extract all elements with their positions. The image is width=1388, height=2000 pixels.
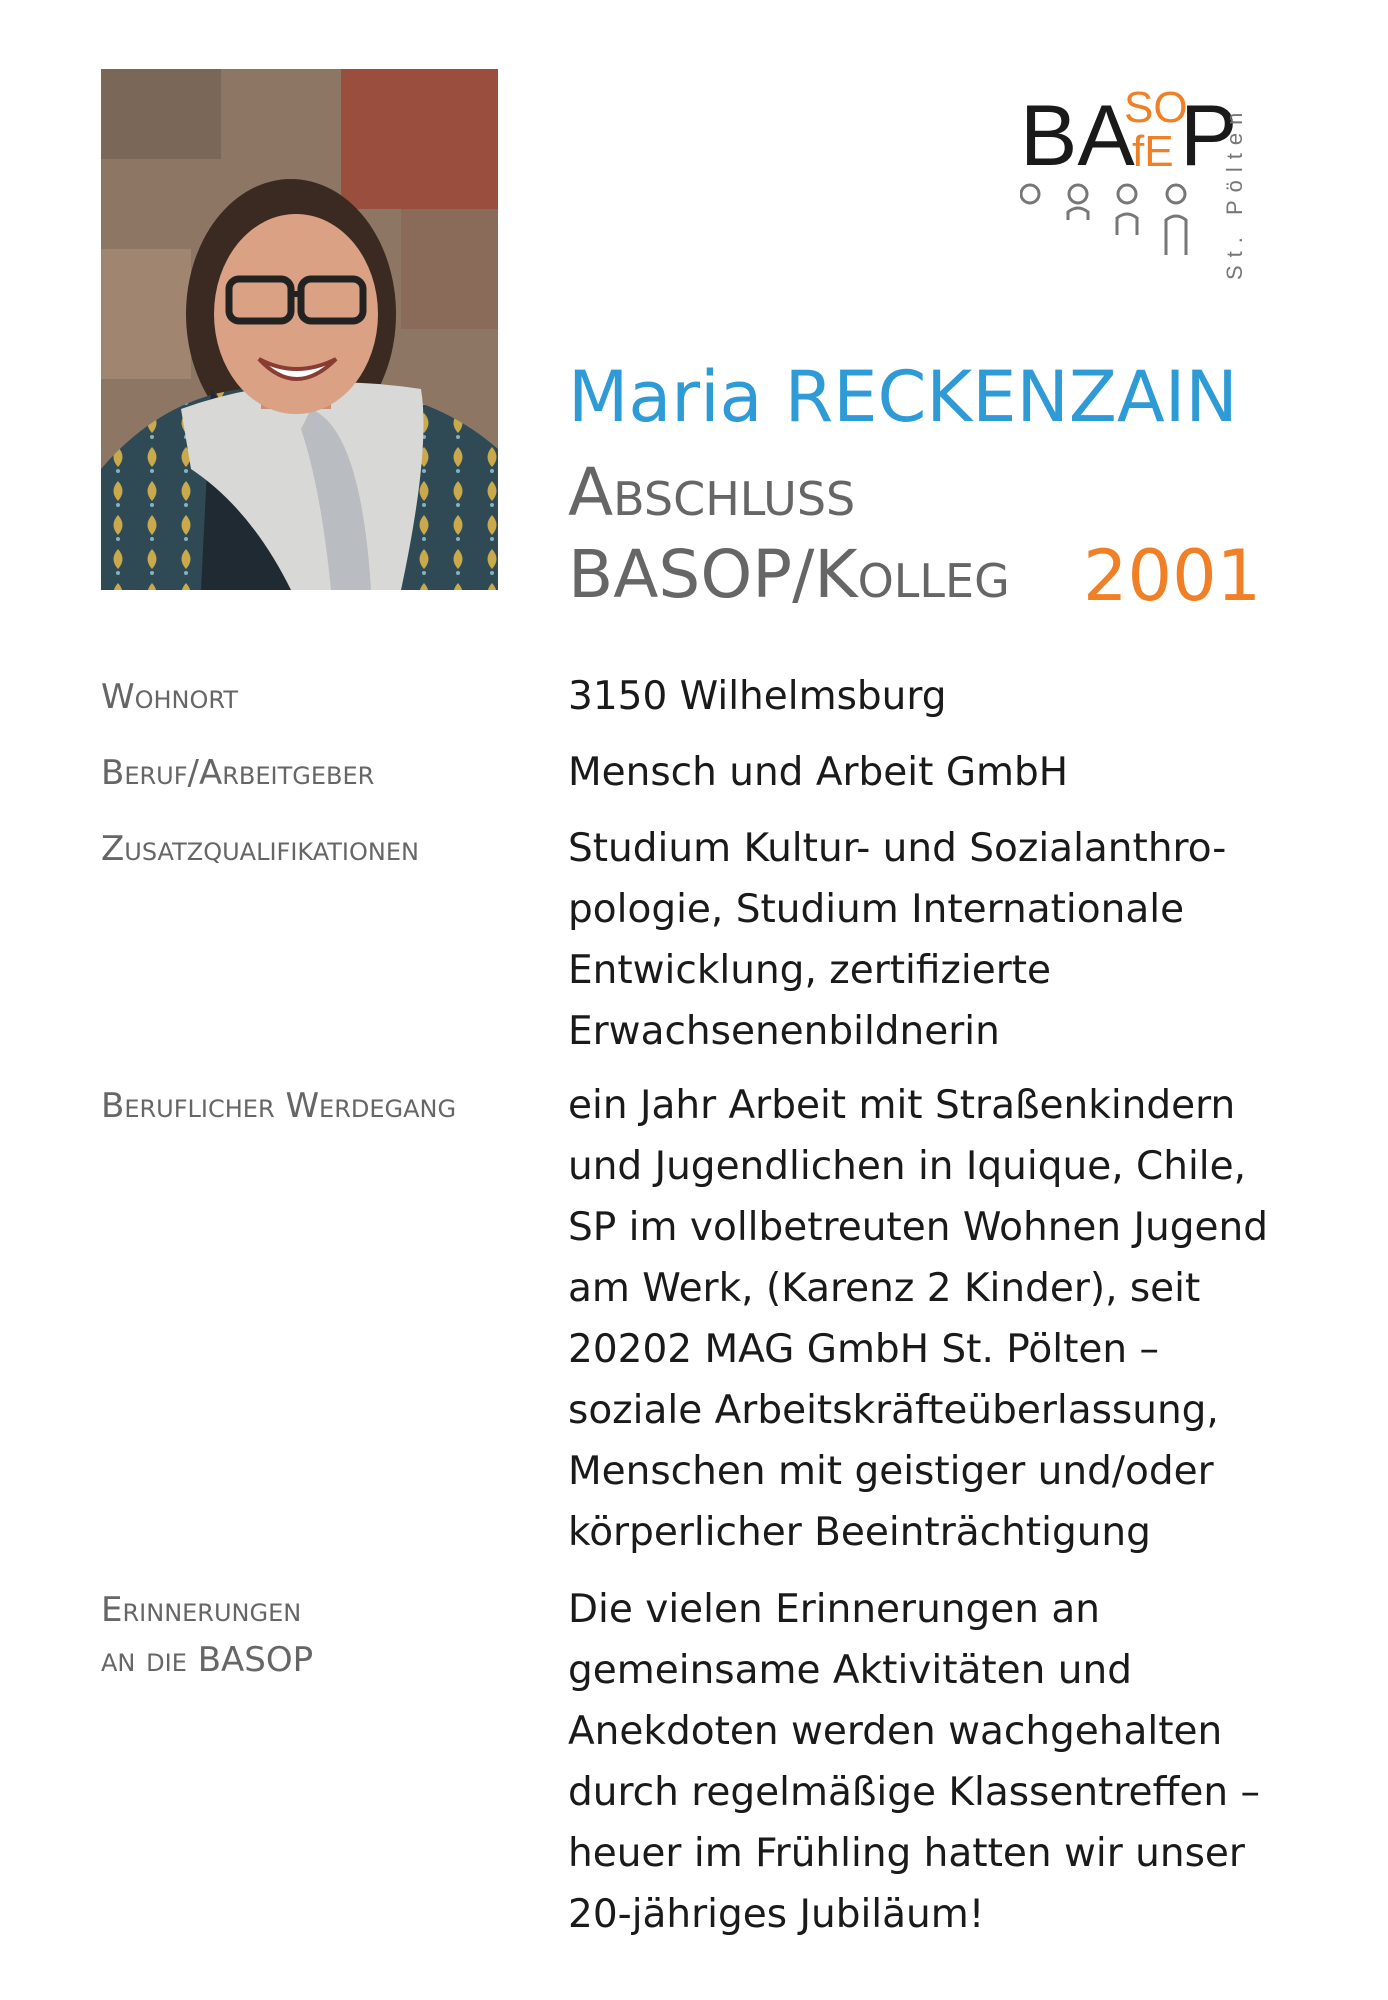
field-label: Wohnort — [101, 677, 238, 717]
basop-logo — [1020, 70, 1260, 290]
logo-text-fe: fE — [1132, 127, 1174, 176]
portrait-photo — [101, 69, 498, 590]
field-value: 3150 Wilhelmsburg — [568, 674, 947, 719]
field-value: Die vielen Erinnerungen an gemeinsame Aktivitäten und Anekdoten werden wachgehalten durch regelmäßige Klassentreffen – heuer im Frühling hatten wir unser 20-jähriges Jubiläum! — [568, 1587, 1261, 1937]
field-label: Beruflicher Werdegang — [101, 1086, 457, 1126]
graduation-year: 2001 — [1083, 535, 1262, 617]
field-value: Mensch und Arbeit GmbH — [568, 750, 1069, 795]
logo-side-text: St. Pölten — [1222, 104, 1247, 280]
field-value: ein Jahr Arbeit mit Straßenkindern und Jugendlichen in Iquique, Chile, SP im vollbetreuten Wohnen Jugend am Werk, (Karenz 2 Kinder), seit 20202 MAG GmbH St. Pölten – soziale Arbeitskräfteüberlassung, Menschen mit geistiger und/oder körperlicher Beeinträchtigung — [568, 1083, 1268, 1555]
person-name: Maria RECKENZAIN — [568, 356, 1238, 438]
field-label: Erinnerungen an die BASOP — [101, 1590, 314, 1680]
logo-text-ba: BA — [1020, 88, 1135, 184]
field-value: Studium Kultur- und Sozialanthro- pologie, Studium Internationale Entwicklung, zertifizierte Erwachsenenbildnerin — [568, 826, 1227, 1054]
field-label: Zusatzqualifikationen — [101, 829, 419, 869]
logo-text-p: P — [1180, 88, 1238, 184]
degree-program: BASOP/Kolleg — [568, 536, 1010, 613]
logo-text-so: SO — [1124, 83, 1188, 132]
degree-label: Abschluss — [568, 454, 856, 531]
field-label: Beruf/Arbeitgeber — [101, 753, 375, 793]
